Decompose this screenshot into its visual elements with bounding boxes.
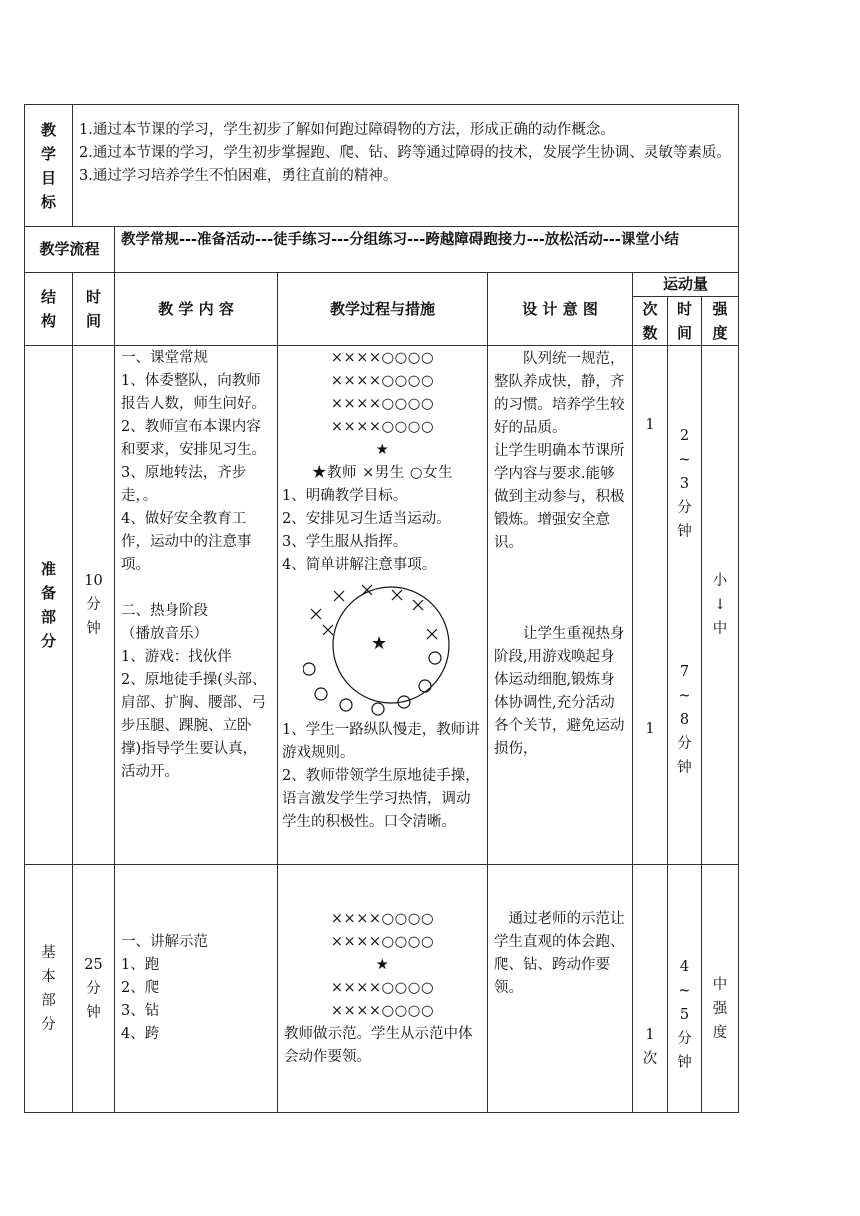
basic-process: ××××○○○○ ××××○○○○ ★ ××××○○○○ ××××○○○○ 教师做示范。学生从示范中体会动作要领。 [278, 865, 488, 1113]
flow-text: 教学常规---准备活动---徒手练习---分组练习---跨越障碍跑接力---放松活动---课堂小结 [115, 227, 739, 273]
prep-section-label: 准 备 部 分 [25, 346, 73, 865]
header-duration: 时 间 [668, 297, 702, 346]
svg-text:★: ★ [370, 633, 387, 654]
prep-count: 1 1 [633, 346, 668, 865]
basic-time: 25 分 钟 [73, 865, 115, 1113]
prep-content: 一、课堂常规 1、体委整队，向教师报告人数，师生问好。 2、教师宣布本课内容和要求，安排见习生。 3、原地转法，齐步走，。 4、做好安全教育工作，运动中的注意事项。 二、热身阶段 （播放音乐） 1、游戏：找伙伴 2、原地徒手操(头部、肩部、扩胸、腰部、弓步压腿、踝腕、立卧撑)指导学生要认真，活动开。 [115, 346, 278, 865]
objective-item: 2.通过本节课的学习，学生初步掌握跑、爬、钻、跨等通过障碍的技术，发展学生协调、灵敏等素质。 [79, 145, 731, 161]
basic-intensity: 中 强 度 [702, 865, 739, 1113]
basic-intent: 通过老师的示范让学生直观的体会跑、爬、钻、跨动作要领。 [488, 865, 633, 1113]
objective-item: 1.通过本节课的学习，学生初步了解如何跑过障碍物的方法，形成正确的动作概念。 [79, 122, 615, 138]
header-time: 时 间 [73, 273, 115, 346]
lesson-plan [24, 104, 738, 1113]
header-process: 教学过程与措施 [278, 273, 488, 346]
basic-count: 1 次 [633, 865, 668, 1113]
prep-time: 10 分 钟 [73, 346, 115, 865]
basic-duration: 4 ~ 5 分 钟 [668, 865, 702, 1113]
header-intensity: 强 度 [702, 297, 739, 346]
header-intent: 设 计 意 图 [488, 273, 633, 346]
formation-grid: ××××○○○○ ××××○○○○ ××××○○○○ ××××○○○○ ★ ★教师 ×男生 ○女生 [282, 347, 483, 485]
lesson-table [24, 104, 739, 1113]
prep-intent: 队列统一规范，整队养成快，静，齐的习惯。培养学生较好的品质。 让学生明确本节课所学内容与要求.能够做到主动参与，积极锻炼。增强安全意识。 让学生重视热身阶段,用游戏唤起身体运动细胞,锻炼身体协调性,充分活动各个关节，避免运动损伤， [488, 346, 633, 865]
objectives-label: 教 学 目 标 [25, 105, 73, 227]
objectives-text [73, 105, 739, 227]
basic-section-label: 基 本 部 分 [25, 865, 73, 1113]
teacher-star-icon: ★ [375, 442, 390, 458]
prep-duration: 2 ~ 3 分 钟 7 ~ 8 分 钟 [668, 346, 702, 865]
legend: ★教师 ×男生 ○女生 [311, 465, 454, 481]
basic-content: 一、讲解示范 1、跑 2、爬 3、钻 4、跨 [115, 865, 278, 1113]
teacher-star-icon: ★ [375, 957, 390, 973]
formation-grid: ××××○○○○ ××××○○○○ ★ ××××○○○○ ××××○○○○ [284, 908, 481, 1023]
header-count: 次 数 [633, 297, 668, 346]
flow-label: 教学流程 [25, 227, 115, 273]
game-circle-diagram [303, 583, 463, 717]
prep-intensity: 小 ↓ 中 [702, 346, 739, 865]
header-structure: 结 构 [25, 273, 73, 346]
header-content: 教 学 内 容 [115, 273, 278, 346]
header-load: 运动量 [633, 273, 739, 297]
prep-process: ××××○○○○ ××××○○○○ ××××○○○○ ××××○○○○ ★ ★教师 ×男生 ○女生 1、明确教学目标。 2、安排见习生适当运动。 3、学生服从指挥。 4、简单讲解注意事项。 ★ 1、学生一路纵队慢走，教师讲游戏规则。 2、教师带领学生原地徒手操，语言激发学生学习热情，调动学生的积极性。口令清晰。 [278, 346, 488, 865]
objective-item: 3.通过学习培养学生不怕困难，勇往直前的精神。 [79, 168, 398, 184]
